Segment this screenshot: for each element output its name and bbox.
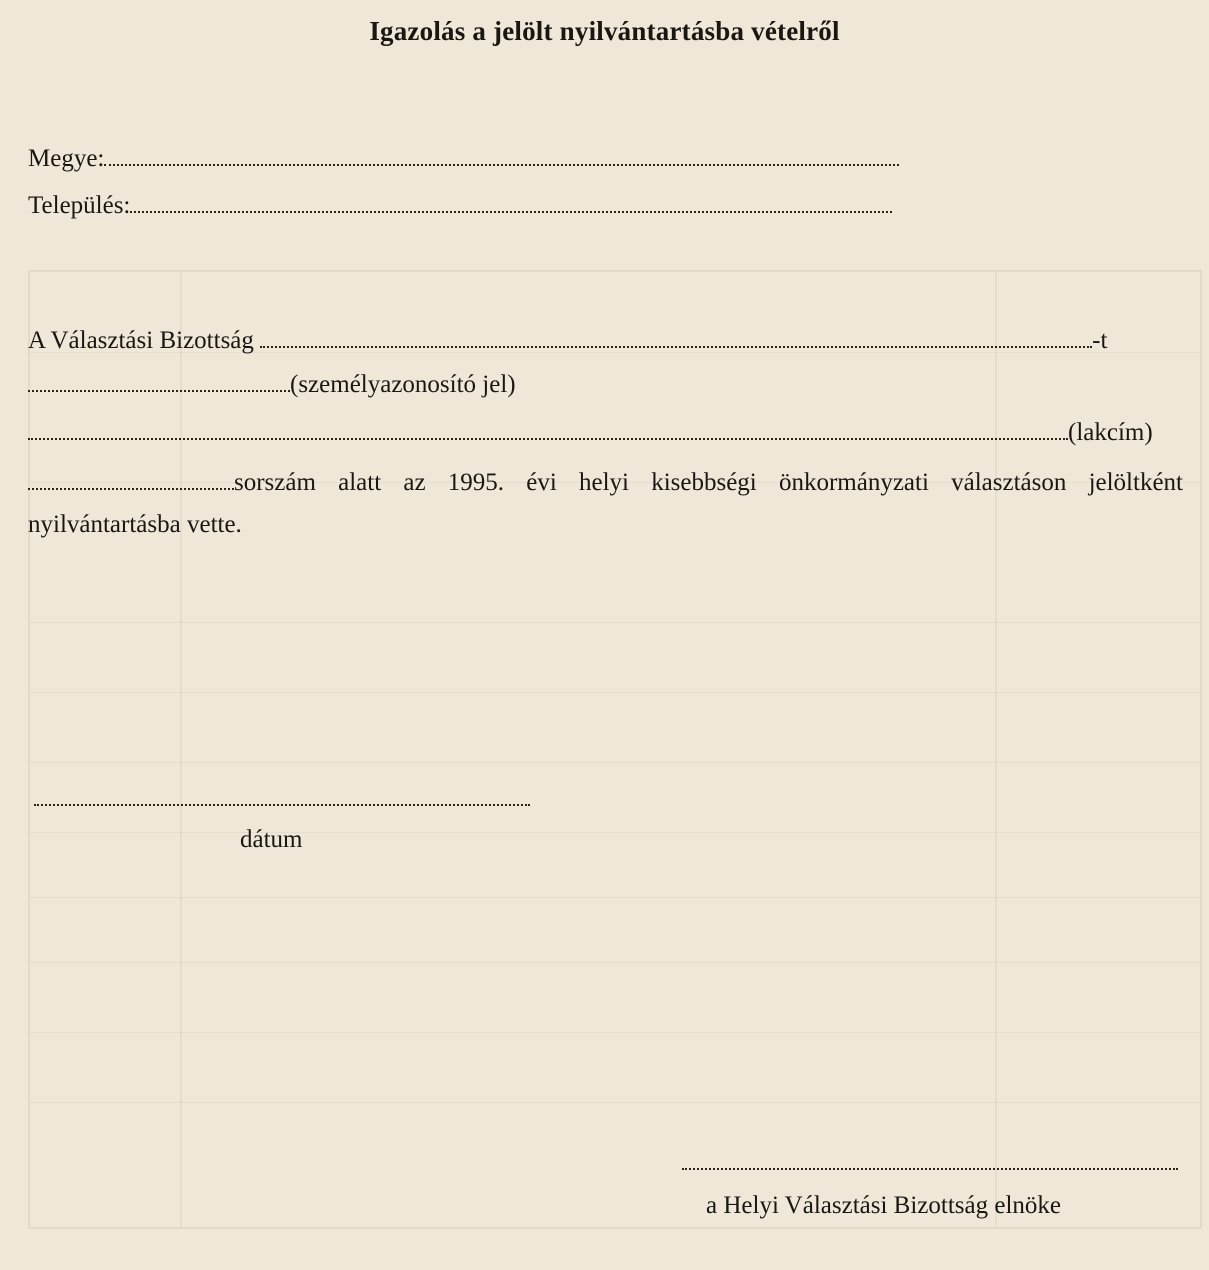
megye-label: Megye: (28, 145, 105, 172)
id-label: (személyazonosító jel) (290, 371, 516, 398)
committee-row (28, 328, 1107, 353)
megye-row (28, 146, 899, 171)
id-row (28, 372, 516, 397)
id-fill-line[interactable] (28, 372, 290, 392)
address-row (28, 420, 1153, 445)
bleed-column-line (995, 272, 997, 1227)
candidate-name-fill-line[interactable] (260, 328, 1092, 348)
bleed-through-grid (28, 270, 1202, 1229)
body-paragraph (28, 462, 1183, 546)
bleed-row-line (30, 762, 1200, 763)
committee-label: A Választási Bizottság (28, 327, 254, 354)
chair-signature-fill-line[interactable] (682, 1166, 1178, 1170)
date-label: dátum (240, 826, 303, 853)
date-fill-line[interactable] (34, 802, 530, 806)
document-title: Igazolás a jelölt nyilvántartásba vételről (369, 16, 840, 46)
bleed-row-line (30, 622, 1200, 623)
megye-fill-line[interactable] (104, 146, 899, 166)
bleed-row-line (30, 692, 1200, 693)
address-label: (lakcím) (1068, 419, 1153, 446)
committee-suffix: -t (1092, 327, 1108, 354)
telepules-fill-line[interactable] (130, 193, 892, 213)
bleed-column-line (180, 272, 182, 1227)
sequence-number-fill-line[interactable] (28, 470, 234, 490)
address-fill-line[interactable] (28, 420, 1068, 440)
bleed-row-line (30, 962, 1200, 963)
telepules-row (28, 193, 892, 218)
bleed-row-line (30, 1032, 1200, 1033)
bleed-row-line (30, 1102, 1200, 1103)
bleed-row-line (30, 832, 1200, 833)
chair-label: a Helyi Választási Bizottság elnöke (706, 1192, 1061, 1219)
telepules-label: Település: (28, 192, 131, 219)
paragraph-text: sorszám alatt az 1995. évi helyi kisebbségi önkormányzati választáson jelöltként nyilvántartásba vette. (28, 469, 1183, 538)
bleed-row-line (30, 897, 1200, 898)
